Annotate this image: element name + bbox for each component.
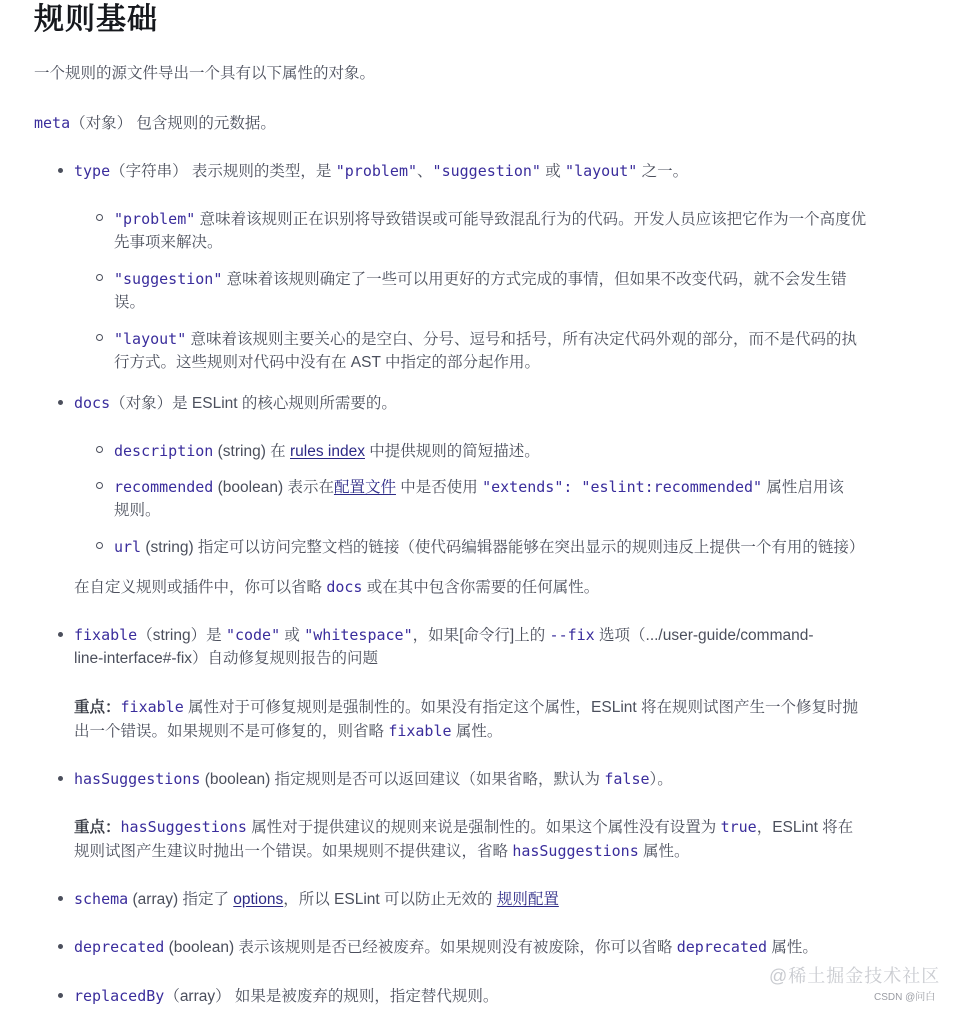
list-item-deprecated — [74, 935, 818, 960]
circle-bullet-icon — [96, 274, 103, 281]
code-description: description — [114, 442, 214, 460]
meta-paragraph — [34, 111, 276, 136]
schema-text1: (array) 指定了 — [128, 891, 234, 908]
code-problem-2: "problem" — [114, 210, 196, 228]
description-text2: 中提供规则的简短描述。 — [364, 443, 540, 460]
code-whitespace: "whitespace" — [304, 626, 413, 644]
bullet-icon — [58, 776, 63, 781]
code-type: type — [74, 162, 111, 180]
list-item-schema — [74, 887, 559, 912]
code-true: true — [720, 818, 757, 836]
fixable-text1: （string）是 — [137, 627, 226, 644]
circle-bullet-icon — [96, 446, 103, 453]
fixable-imp1: 属性对于可修复规则是强制性的。如果没有指定这个属性，ESLint 将在规则试图产生一个修复时抛 — [183, 699, 859, 716]
hassuggestions-text2: ）。 — [649, 771, 673, 788]
deprecated-text2: 属性。 — [767, 939, 818, 956]
bullet-icon — [58, 993, 63, 998]
code-url: url — [114, 538, 142, 556]
circle-bullet-icon — [96, 542, 103, 549]
recommended-text3: 属性启用该 — [762, 479, 844, 496]
list-item-replacedby — [74, 984, 498, 1009]
list-item-docs — [74, 391, 397, 416]
fixable-sep: 或 — [280, 627, 305, 644]
code-false: false — [604, 770, 650, 788]
code-code: "code" — [225, 626, 281, 644]
intro-paragraph: 一个规则的源文件导出一个具有以下属性的对象。 — [34, 65, 376, 82]
fixable-imp2a: 出一个错误。如果规则不是可修复的，则省略 — [74, 723, 389, 740]
csdn-watermark: CSDN @问白 — [874, 992, 936, 1003]
recommended-text1: (boolean) 表示在 — [213, 479, 334, 496]
layout-text: 意味着该规则主要关心的是空白、分号、逗号和括号，所有决定代码外观的部分，而不是代码的执 — [186, 331, 858, 348]
code-problem: "problem" — [335, 162, 418, 180]
code-fixable-3: fixable — [388, 722, 452, 740]
docs-note-text1: 在自定义规则或插件中，你可以省略 — [74, 579, 327, 596]
sub-item-problem — [114, 207, 866, 232]
fixable-text2: ，如果[命令行]上的 — [412, 627, 550, 644]
code-deprecated: deprecated — [74, 938, 165, 956]
circle-bullet-icon — [96, 482, 103, 489]
fixable-important-line2 — [74, 719, 502, 744]
list-item-fixable — [74, 623, 814, 648]
sub-item-suggestion-line2: 误。 — [114, 294, 146, 311]
url-text: (string) 指定可以访问完整文档的链接（使代码编辑器能够在突出显示的规则违反上提供一个有用的链接） — [141, 539, 865, 556]
page-title: 规则基础 — [34, 3, 158, 36]
fixable-important — [74, 695, 858, 720]
code-suggestion: "suggestion" — [432, 162, 541, 180]
config-file-link[interactable]: 配置文件 — [333, 479, 396, 496]
sub-item-recommended — [114, 475, 844, 500]
code-schema: schema — [74, 890, 129, 908]
list-item-hassuggestions — [74, 767, 673, 792]
list-item-type — [74, 159, 688, 184]
sub-item-layout-line2: 行方式。这些规则对代码中没有在 AST 中指定的部分起作用。 — [114, 354, 540, 371]
fixable-line2: line-interface#-fix）自动修复规则报告的问题 — [74, 650, 379, 667]
description-text1: (string) 在 — [213, 443, 290, 460]
hassuggestions-important — [74, 815, 853, 840]
code-recommended: recommended — [114, 478, 214, 496]
code-hassuggestions: hasSuggestions — [74, 770, 201, 788]
rule-config-link[interactable]: 规则配置 — [496, 891, 559, 908]
sub-item-description — [114, 439, 540, 464]
code-fix-flag: --fix — [549, 626, 595, 644]
sub-item-suggestion — [114, 267, 847, 292]
type-text1: （字符串） 表示规则的类型，是 — [110, 163, 336, 180]
docs-note-text2: 或在其中包含你需要的任何属性。 — [362, 579, 600, 596]
hassuggestions-imp2a: 规则试图产生建议时抛出一个错误。如果规则不提供建议，省略 — [74, 843, 513, 860]
sub-item-url — [114, 535, 864, 560]
hassuggestions-imp2b: 属性。 — [638, 843, 690, 860]
problem-text: 意味着该规则正在识别将导致错误或可能导致混乱行为的代码。开发人员应该把它作为一个高度优 — [195, 211, 867, 228]
code-fixable: fixable — [74, 626, 138, 644]
juejin-watermark: @稀土掘金技术社区 — [769, 966, 941, 986]
sub-item-layout — [114, 327, 857, 352]
fixable-imp2b: 属性。 — [451, 723, 503, 740]
code-meta: meta — [34, 114, 71, 132]
docs-note — [74, 575, 599, 600]
hassuggestions-imp1b: ，ESLint 将在 — [756, 819, 854, 836]
code-fixable-2: fixable — [120, 698, 184, 716]
options-link[interactable]: options — [233, 891, 284, 908]
circle-bullet-icon — [96, 334, 103, 341]
circle-bullet-icon — [96, 214, 103, 221]
bullet-icon — [58, 632, 63, 637]
code-layout: "layout" — [565, 162, 638, 180]
bullet-icon — [58, 944, 63, 949]
bullet-icon — [58, 896, 63, 901]
meta-text: （对象） 包含规则的元数据。 — [70, 115, 276, 132]
code-replacedby: replacedBy — [74, 987, 165, 1005]
recommended-text2: 中是否使用 — [395, 479, 483, 496]
important-label: 重点： — [74, 819, 121, 836]
hassuggestions-imp1: 属性对于提供建议的规则来说是强制性的。如果这个属性没有设置为 — [246, 819, 721, 836]
hassuggestions-text1: (boolean) 指定规则是否可以返回建议（如果省略，默认为 — [200, 771, 605, 788]
code-suggestion-2: "suggestion" — [114, 270, 223, 288]
hassuggestions-important-line2 — [74, 839, 690, 864]
code-hassuggestions-2: hasSuggestions — [120, 818, 247, 836]
sub-item-problem-line2: 先事项来解决。 — [114, 234, 223, 251]
code-extends: "extends": "eslint:recommended" — [482, 478, 763, 496]
code-docs: docs — [74, 394, 111, 412]
bullet-icon — [58, 400, 63, 405]
schema-text2: ，所以 ESLint 可以防止无效的 — [283, 891, 497, 908]
important-label: 重点： — [74, 699, 121, 716]
code-docs-2: docs — [326, 578, 363, 596]
deprecated-text1: (boolean) 表示该规则是否已经被废弃。如果规则没有被废除，你可以省略 — [164, 939, 677, 956]
bullet-icon — [58, 168, 63, 173]
code-deprecated-2: deprecated — [676, 938, 768, 956]
type-sep2: 或 — [540, 163, 566, 180]
type-text2: 之一。 — [637, 163, 689, 180]
code-layout-2: "layout" — [114, 330, 187, 348]
suggestion-text: 意味着该规则确定了一些可以用更好的方式完成的事情，但如果不改变代码，就不会发生错 — [222, 271, 847, 288]
type-sep1: 、 — [417, 163, 433, 180]
rules-index-link[interactable]: rules index — [290, 443, 365, 460]
replacedby-text: （array） 如果是被废弃的规则，指定替代规则。 — [164, 988, 499, 1005]
fixable-text3: 选项（.../user-guide/command- — [594, 627, 814, 644]
code-hassuggestions-3: hasSuggestions — [512, 842, 639, 860]
sub-item-recommended-line2: 规则。 — [114, 502, 161, 519]
docs-text: （对象）是 ESLint 的核心规则所需要的。 — [110, 395, 397, 412]
